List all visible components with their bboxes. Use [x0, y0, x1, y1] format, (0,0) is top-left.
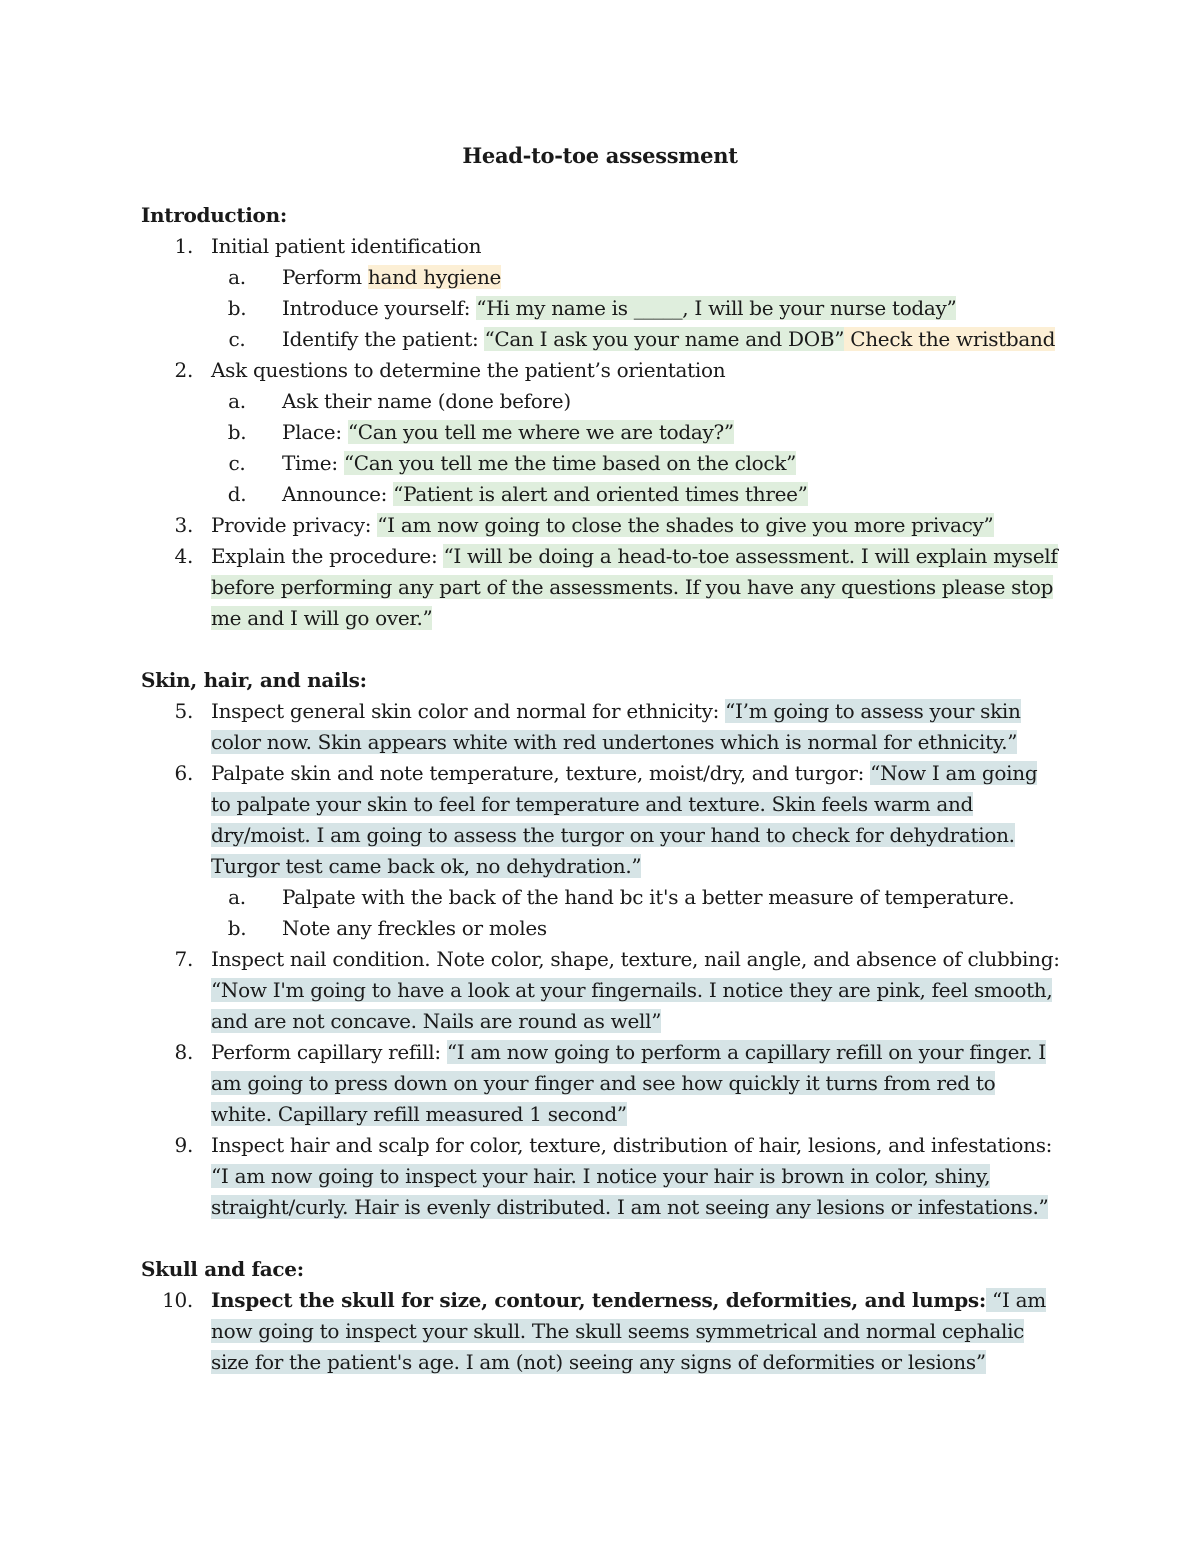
highlighted-text: “Can you tell me the time based on the clock”	[343, 451, 797, 475]
section-heading-introduction: Introduction:	[141, 203, 287, 227]
item-text: Palpate with the back of the hand bc it's a better measure of temperature.	[282, 885, 1015, 909]
item-text: Time:	[282, 451, 344, 475]
list-subitem-2d	[141, 479, 1061, 510]
highlighted-text: “Now I am going to palpate your skin to feel for temperature and texture. Skin feels warm and dry/moist. I am going to assess the turgor on your hand to check for dehydration. Turgor test came back ok, no dehydration.”	[211, 761, 1038, 878]
item-letter: c.	[228, 327, 246, 351]
item-number: 2.	[174, 358, 193, 382]
item-text: Provide privacy:	[211, 513, 378, 537]
item-number: 9.	[174, 1133, 193, 1157]
item-letter: b.	[227, 916, 247, 940]
item-letter: b.	[227, 420, 247, 444]
highlighted-text: hand hygiene	[367, 265, 502, 289]
item-number: 8.	[174, 1040, 193, 1064]
item-text: Initial patient identification	[211, 234, 482, 258]
section-heading-skin: Skin, hair, and nails:	[141, 668, 367, 692]
item-letter: d.	[227, 482, 247, 506]
highlighted-text: Check the wristband	[844, 327, 1056, 351]
item-letter: a.	[228, 389, 246, 413]
document-page	[141, 140, 1061, 1378]
item-text: Explain the procedure:	[211, 544, 444, 568]
highlighted-text: “I am now going to perform a capillary refill on your finger. I am going to press down on your finger and see how quickly it turns from red to white. Capillary refill measured 1 second”	[211, 1040, 1046, 1126]
section-heading-skull: Skull and face:	[141, 1257, 304, 1281]
highlighted-text: “I am now going to close the shades to give you more privacy”	[377, 513, 994, 537]
highlighted-text: “Can I ask you your name and DOB”	[484, 327, 845, 351]
list-subitem-2c	[141, 448, 1061, 479]
item-letter: a.	[228, 885, 246, 909]
highlighted-text: “I am now going to inspect your hair. I notice your hair is brown in color, shiny, straight/curly. Hair is evenly distributed. I am not seeing any lesions or infestations.”	[211, 1164, 1049, 1219]
spacer	[141, 634, 1061, 665]
list-item-8	[141, 1037, 1061, 1130]
list-item-7	[141, 944, 1061, 1037]
highlighted-text: “I’m going to assess your skin color now. Skin appears white with red undertones which is normal for ethnicity.”	[211, 699, 1021, 754]
list-subitem-2b	[141, 417, 1061, 448]
highlighted-text: “Can you tell me where we are today?”	[347, 420, 734, 444]
highlighted-text: “Now I'm going to have a look at your fingernails. I notice they are pink, feel smooth, and are not concave. Nails are round as well”	[211, 978, 1053, 1033]
item-text: Note any freckles or moles	[282, 916, 547, 940]
item-number: 4.	[174, 544, 193, 568]
item-text: Place:	[282, 420, 348, 444]
list-subitem-6a	[141, 882, 1061, 913]
item-text: Ask questions to determine the patient’s orientation	[211, 358, 726, 382]
highlighted-text: “Patient is alert and oriented times three”	[393, 482, 808, 506]
item-text: Identify the patient:	[282, 327, 485, 351]
item-letter: b.	[227, 296, 247, 320]
list-item-9	[141, 1130, 1061, 1223]
item-number: 6.	[174, 761, 193, 785]
list-subitem-6b	[141, 913, 1061, 944]
item-text-bold: Inspect the skull for size, contour, tenderness, deformities, and lumps:	[211, 1288, 986, 1312]
item-text: Announce:	[282, 482, 394, 506]
list-item-4	[141, 541, 1061, 634]
item-text: Introduce yourself:	[282, 296, 477, 320]
list-item-5	[141, 696, 1061, 758]
item-text: Palpate skin and note temperature, texture, moist/dry, and turgor:	[211, 761, 871, 785]
list-item-10	[141, 1285, 1061, 1378]
list-subitem-2a	[141, 386, 1061, 417]
item-letter: c.	[228, 451, 246, 475]
item-number: 5.	[174, 699, 193, 723]
item-text: Perform capillary refill:	[211, 1040, 447, 1064]
item-number: 10.	[162, 1288, 193, 1312]
spacer	[141, 1223, 1061, 1254]
item-text: Inspect hair and scalp for color, texture, distribution of hair, lesions, and infestations:	[211, 1133, 1053, 1157]
item-letter: a.	[228, 265, 246, 289]
list-item-6	[141, 758, 1061, 882]
highlighted-text: “I will be doing a head-to-toe assessment. I will explain myself before performing any part of the assessments. If you have any questions please stop me and I will go over.”	[211, 544, 1058, 630]
list-item-3	[141, 510, 1061, 541]
list-item-2	[141, 355, 1061, 386]
item-text: Perform	[282, 265, 368, 289]
document-title: Head-to-toe assessment	[462, 143, 738, 168]
item-number: 3.	[174, 513, 193, 537]
list-item-1	[141, 231, 1061, 262]
highlighted-text: “Hi my name is _____, I will be your nurse today”	[476, 296, 957, 320]
item-text: Inspect general skin color and normal for ethnicity:	[211, 699, 726, 723]
list-subitem-1b	[141, 293, 1061, 324]
highlighted-text: “I am now going to inspect your skull. The skull seems symmetrical and normal cephalic size for the patient's age. I am (not) seeing any signs of deformities or lesions”	[211, 1288, 1046, 1374]
item-number: 7.	[174, 947, 193, 971]
item-text: Ask their name (done before)	[282, 389, 571, 413]
list-subitem-1a	[141, 262, 1061, 293]
item-number: 1.	[174, 234, 193, 258]
item-text: Inspect nail condition. Note color, shape, texture, nail angle, and absence of clubbing:	[211, 947, 1060, 971]
list-subitem-1c	[141, 324, 1061, 355]
